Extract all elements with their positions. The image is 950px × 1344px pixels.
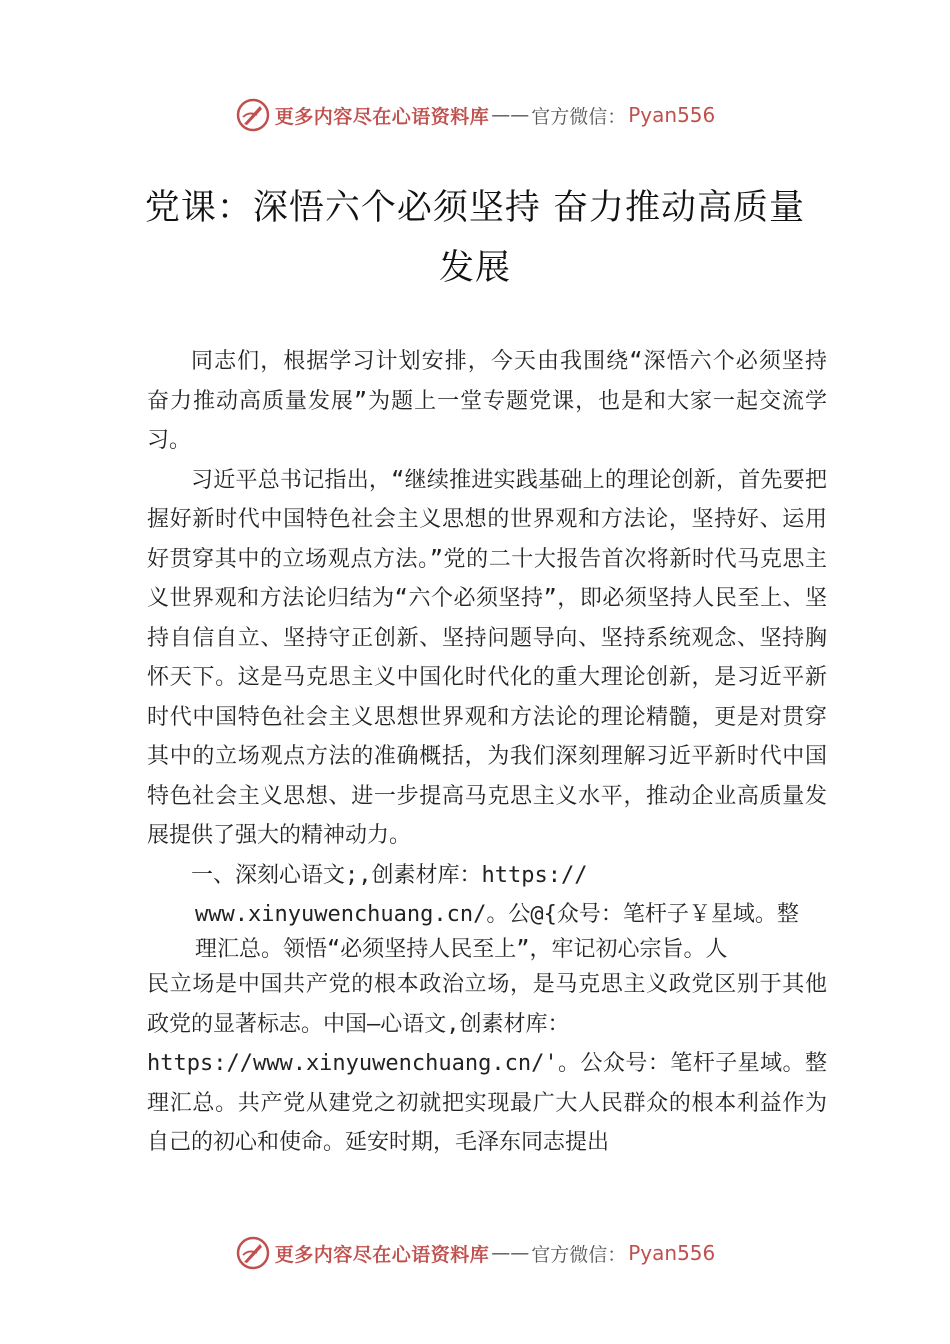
section-heading-line-3: 理汇总。领悟“必须坚持人民至上”，牢记初心宗旨。人 [195, 937, 728, 962]
paragraph-mission: https://www.xinyuwenchuang.cn/'。公众号：笔杆子星域。整理汇总。共产党从建党之初就把实现最广大人民群众的根本利益作为自己的初心和使命。延安时期，毛泽东同志提出 [147, 1051, 827, 1155]
watermark-banner-top [0, 95, 950, 135]
title-line-1: 党课：深悟六个必须坚持 奋力推动高质量 [144, 188, 806, 228]
paragraph-quote: 习近平总书记指出，“继续推进实践基础上的理论创新，首先要把握好新时代中国特色社会主义思想的世界观和方法论，坚持好、运用好贯穿其中的立场观点方法。”党的二十大报告首次将新时代马克思主义世界观和方法论归结为“六个必须坚持”，即必须坚持人民至上、坚持自信自立、坚持守正创新、坚持问题导向、坚持系统观念、坚持胸怀天下。这是马克思主义中国化时代化的重大理论创新，是习近平新时代中国特色社会主义思想世界观和方法论的理论精髓，更是对贯穿其中的立场观点方法的准确概括，为我们深刻理解习近平新时代中国特色社会主义思想、进一步提高马克思主义水平，推动企业高质量发展提供了强大的精神动力。 [147, 467, 827, 848]
banner-wechat-label: 官方微信： [531, 1243, 627, 1266]
banner-text: 更多内容尽在心语资料库 [274, 1243, 490, 1266]
quill-logo-icon [235, 97, 271, 133]
document-body [147, 342, 827, 1163]
banner-text: 更多内容尽在心语资料库 [274, 105, 490, 128]
banner-dash: —— [491, 1242, 530, 1264]
paragraph-people: 民立场是中国共产党的根本政治立场，是马克思主义政党区别于其他政党的显著标志。中国—心语文,创素材库： [147, 972, 827, 1037]
document-title [120, 178, 830, 298]
quill-logo-icon [235, 1235, 271, 1271]
banner-wechat-label: 官方微信： [531, 105, 627, 128]
title-line-2: 发展 [438, 248, 511, 288]
paragraph-intro: 同志们，根据学习计划安排，今天由我围绕“深悟六个必须坚持 奋力推动高质量发展”为题上一堂专题党课，也是和大家一起交流学习。 [147, 349, 827, 453]
section-heading-line-2: www.xinyuwenchuang.cn/。公@{众号：笔杆子￥星域。整 [195, 902, 799, 927]
banner-dash: —— [491, 104, 530, 126]
watermark-banner-bottom [0, 1233, 950, 1273]
banner-wechat-id: Pyan556 [628, 103, 716, 127]
banner-wechat-id: Pyan556 [628, 1241, 716, 1265]
section-heading-line-1: 一、深刻心语文;,创素材库：https:// [191, 862, 588, 888]
